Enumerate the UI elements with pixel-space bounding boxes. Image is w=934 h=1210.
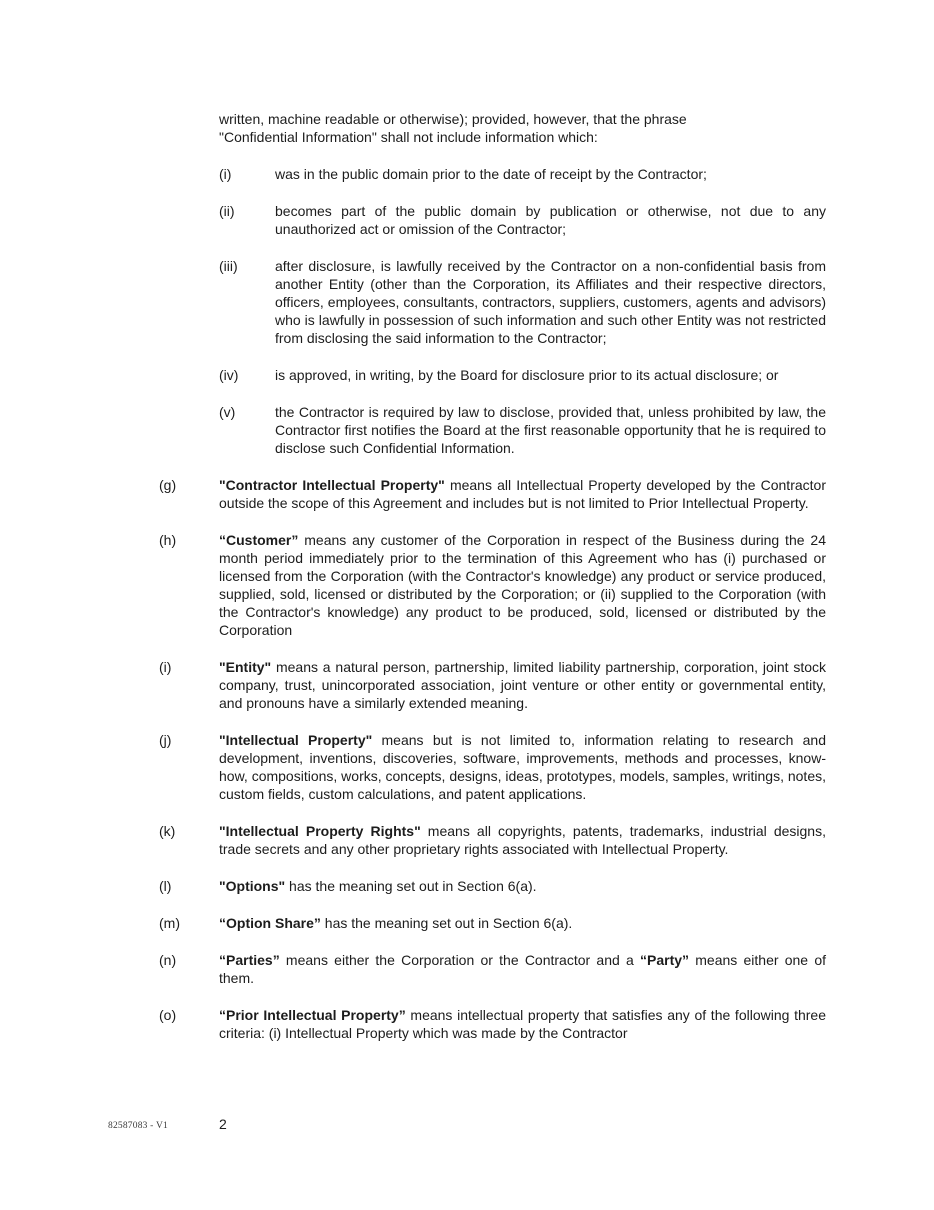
list-item [159, 914, 826, 932]
item-label: (ii) [219, 203, 235, 219]
roman-numeral-clause-list [159, 165, 826, 457]
list-item [219, 202, 826, 238]
defined-term: "Intellectual Property" [219, 732, 373, 748]
definition-text: means a natural person, partnership, limited liability partnership, corporation, joint stock company, trust, unincorporated association, joint venture or other entity or governmental entity, and pronouns have a similarly extended meaning. [219, 659, 826, 711]
item-text [219, 731, 826, 803]
defined-term: “Party” [640, 952, 690, 968]
list-item [159, 951, 826, 987]
item-text: the Contractor is required by law to disclose, provided that, unless prohibited by law, the Contractor first notifies the Board at the first reasonable opportunity that he is required to disclose such Confidential Information. [275, 404, 826, 456]
item-label: (g) [159, 477, 177, 493]
list-item [219, 403, 826, 457]
list-item [159, 731, 826, 803]
item-label: (i) [159, 659, 172, 675]
item-label: (h) [159, 532, 177, 548]
defined-term: "Options" [219, 878, 286, 894]
definition-text: means either the Corporation or the Contractor and a [279, 952, 640, 968]
defined-term: “Prior Intellectual Property” [219, 1007, 406, 1023]
list-item [219, 366, 826, 384]
definition-text: means but is not limited to, information relating to research and development, inventions, discoveries, software, improvements, methods and processes, know-how, compositions, works, concepts, designs, ideas, prototypes, models, samples, writings, notes, custom fields, custom calculations, and patent applications. [219, 732, 826, 802]
item-label: (l) [159, 878, 172, 894]
intro-paragraph: written, machine readable or otherwise); provided, however, that the phrase "Confidential Information" shall not include information which: [219, 111, 687, 145]
item-text [219, 1006, 826, 1042]
defined-term: "Contractor Intellectual Property" [219, 477, 445, 493]
item-label: (m) [159, 915, 180, 931]
item-text [219, 531, 826, 639]
item-label: (iii) [219, 258, 238, 274]
item-text [219, 476, 826, 512]
item-label: (o) [159, 1007, 177, 1023]
page-content [159, 110, 826, 1061]
item-text [219, 658, 826, 712]
letter-definition-list [159, 476, 826, 1042]
item-label: (j) [159, 732, 172, 748]
definition-text: means intellectual property that satisfies any of the following three criteria: (i) Intellectual Property which was made by the Contractor [219, 1007, 826, 1041]
document-id-stamp: 82587083 - V1 [108, 1121, 168, 1131]
defined-term: “Option Share” [219, 915, 321, 931]
defined-term: "Intellectual Property Rights" [219, 823, 421, 839]
defined-term: "Entity" [219, 659, 272, 675]
list-item [159, 658, 826, 712]
item-label: (v) [219, 404, 236, 420]
item-label: (k) [159, 823, 176, 839]
item-label: (n) [159, 952, 177, 968]
item-text: becomes part of the public domain by publication or otherwise, not due to any unauthorized act or omission of the Contractor; [275, 203, 826, 237]
defined-term: “Customer” [219, 532, 299, 548]
definition-text: means all Intellectual Property developed by the Contractor outside the scope of this Agreement and includes but is not limited to Prior Intellectual Property. [219, 477, 826, 511]
page-number: 2 [219, 1116, 227, 1132]
item-text [219, 951, 826, 987]
list-item [219, 257, 826, 347]
list-item [219, 165, 826, 183]
definition-text: has the meaning set out in Section 6(a). [320, 915, 573, 931]
list-item [159, 1006, 826, 1042]
item-text: is approved, in writing, by the Board for disclosure prior to its actual disclosure; or [275, 367, 779, 383]
item-label: (i) [219, 166, 232, 182]
item-text [219, 877, 826, 895]
item-text: was in the public domain prior to the date of receipt by the Contractor; [275, 166, 707, 182]
item-text [219, 914, 826, 932]
list-item [159, 877, 826, 895]
item-label: (iv) [219, 367, 239, 383]
item-text [219, 822, 826, 858]
list-item [159, 531, 826, 639]
definition-text: means any customer of the Corporation in respect of the Business during the 24 month period immediately prior to the termination of this Agreement who has (i) purchased or licensed from the Corporation (with the Contractor's knowledge) any product or service produced, supplied, sold, licensed or distributed by the Corporation; or (ii) supplied to the Corporation (with the Contractor's knowledge) any product to be produced, sold, licensed or distributed by the Corporation [219, 532, 826, 638]
definition-text: means either one of them. [219, 952, 826, 986]
definition-text: means all copyrights, patents, trademarks, industrial designs, trade secrets and any other proprietary rights associated with Intellectual Property. [219, 823, 826, 857]
definition-text: has the meaning set out in Section 6(a). [285, 878, 537, 894]
item-text: after disclosure, is lawfully received by the Contractor on a non-confidential basis from another Entity (other than the Corporation, its Affiliates and their respective directors, officers, employees, consultants, contractors, suppliers, customers, agents and advisors) who is lawfully in possession of such information and such other Entity was not restricted from disclosing the said information to the Contractor; [275, 258, 826, 346]
list-item [159, 476, 826, 512]
list-item [159, 822, 826, 858]
defined-term: “Parties” [219, 952, 280, 968]
